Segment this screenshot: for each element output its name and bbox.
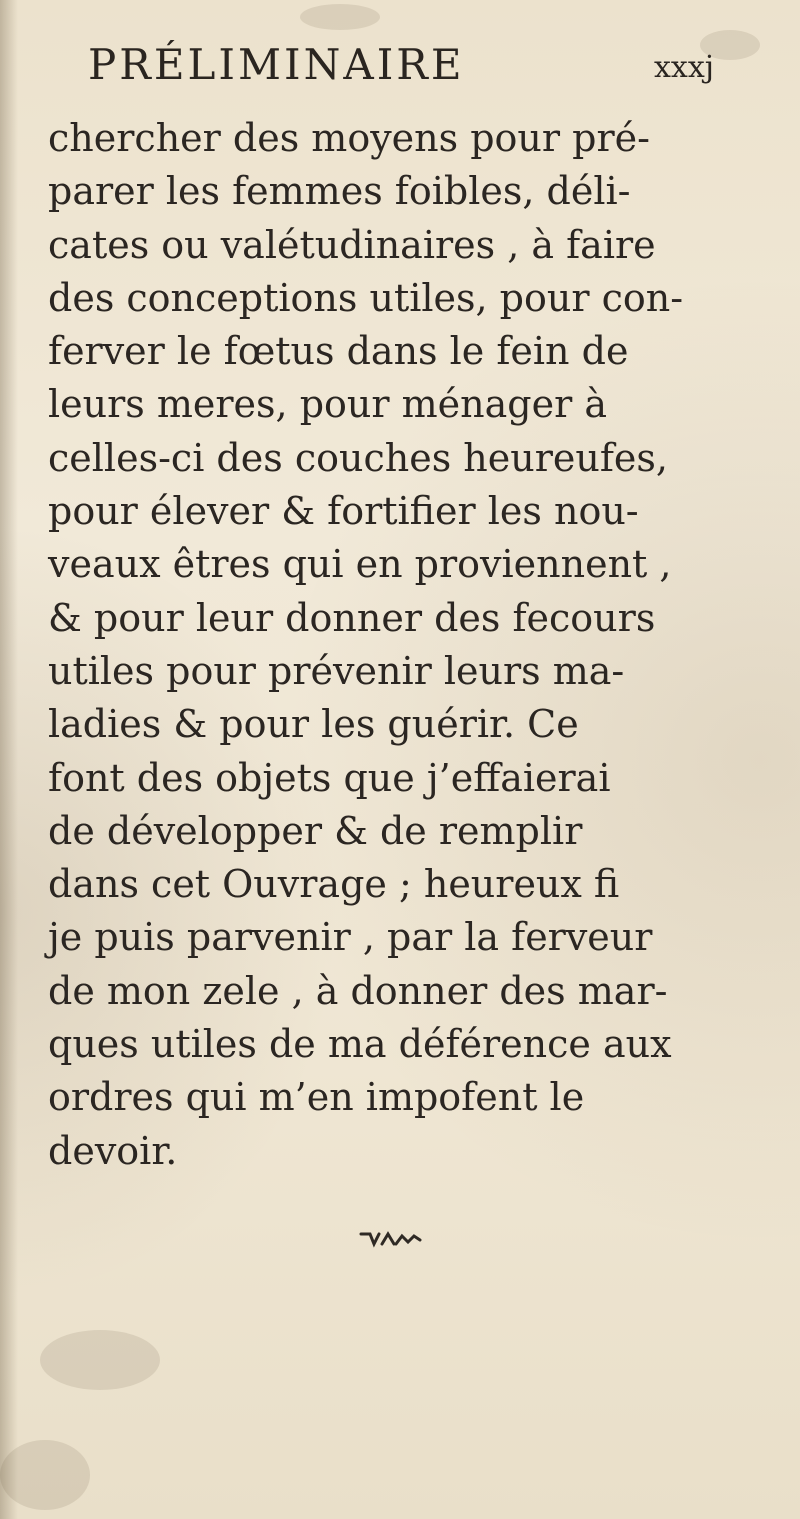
body-paragraph (48, 112, 768, 1178)
text-line: font des objets que j’effaierai (48, 755, 611, 800)
text-line: parer les femmes foibles, déli- (48, 169, 631, 214)
text-line: des conceptions utiles, pour con- (48, 275, 684, 320)
text-line: pour élever & fortifier les nou- (48, 489, 639, 534)
text-line: dans cet Ouvrage ; heureux fi (48, 862, 620, 907)
text-line: ladies & pour les guérir. Ce (48, 702, 579, 747)
text-line: chercher des moyens pour pré- (48, 116, 650, 160)
text-line: & pour leur donner des fecours (48, 595, 656, 640)
text-line: ordres qui m’en impofent le (48, 1075, 585, 1120)
running-head-title: PRÉLIMINAIRE (88, 40, 465, 89)
text-line: leurs meres, pour ménager à (48, 382, 607, 427)
text-line: ferver le fœtus dans le fein de (48, 329, 629, 374)
text-line: devoir. (48, 1128, 178, 1173)
text-line: celles-ci des couches heureufes, (48, 435, 668, 480)
text-line: utiles pour prévenir leurs ma- (48, 648, 625, 693)
paper-stain (40, 1330, 160, 1390)
running-head (88, 40, 728, 100)
page-number: xxxj (654, 50, 715, 85)
tailpiece-ornament-icon (358, 1228, 424, 1250)
paper-stain (300, 4, 380, 30)
text-line: veaux êtres qui en proviennent , (48, 542, 672, 587)
text-line: de mon zele , à donner des mar- (48, 968, 668, 1013)
text-line: je puis parvenir , par la ferveur (48, 915, 653, 960)
text-line: ques utiles de ma déférence aux (48, 1022, 672, 1067)
text-line: cates ou valétudinaires , à faire (48, 222, 656, 267)
text-line: de développer & de remplir (48, 808, 583, 853)
page-gutter-shadow (0, 0, 18, 1519)
